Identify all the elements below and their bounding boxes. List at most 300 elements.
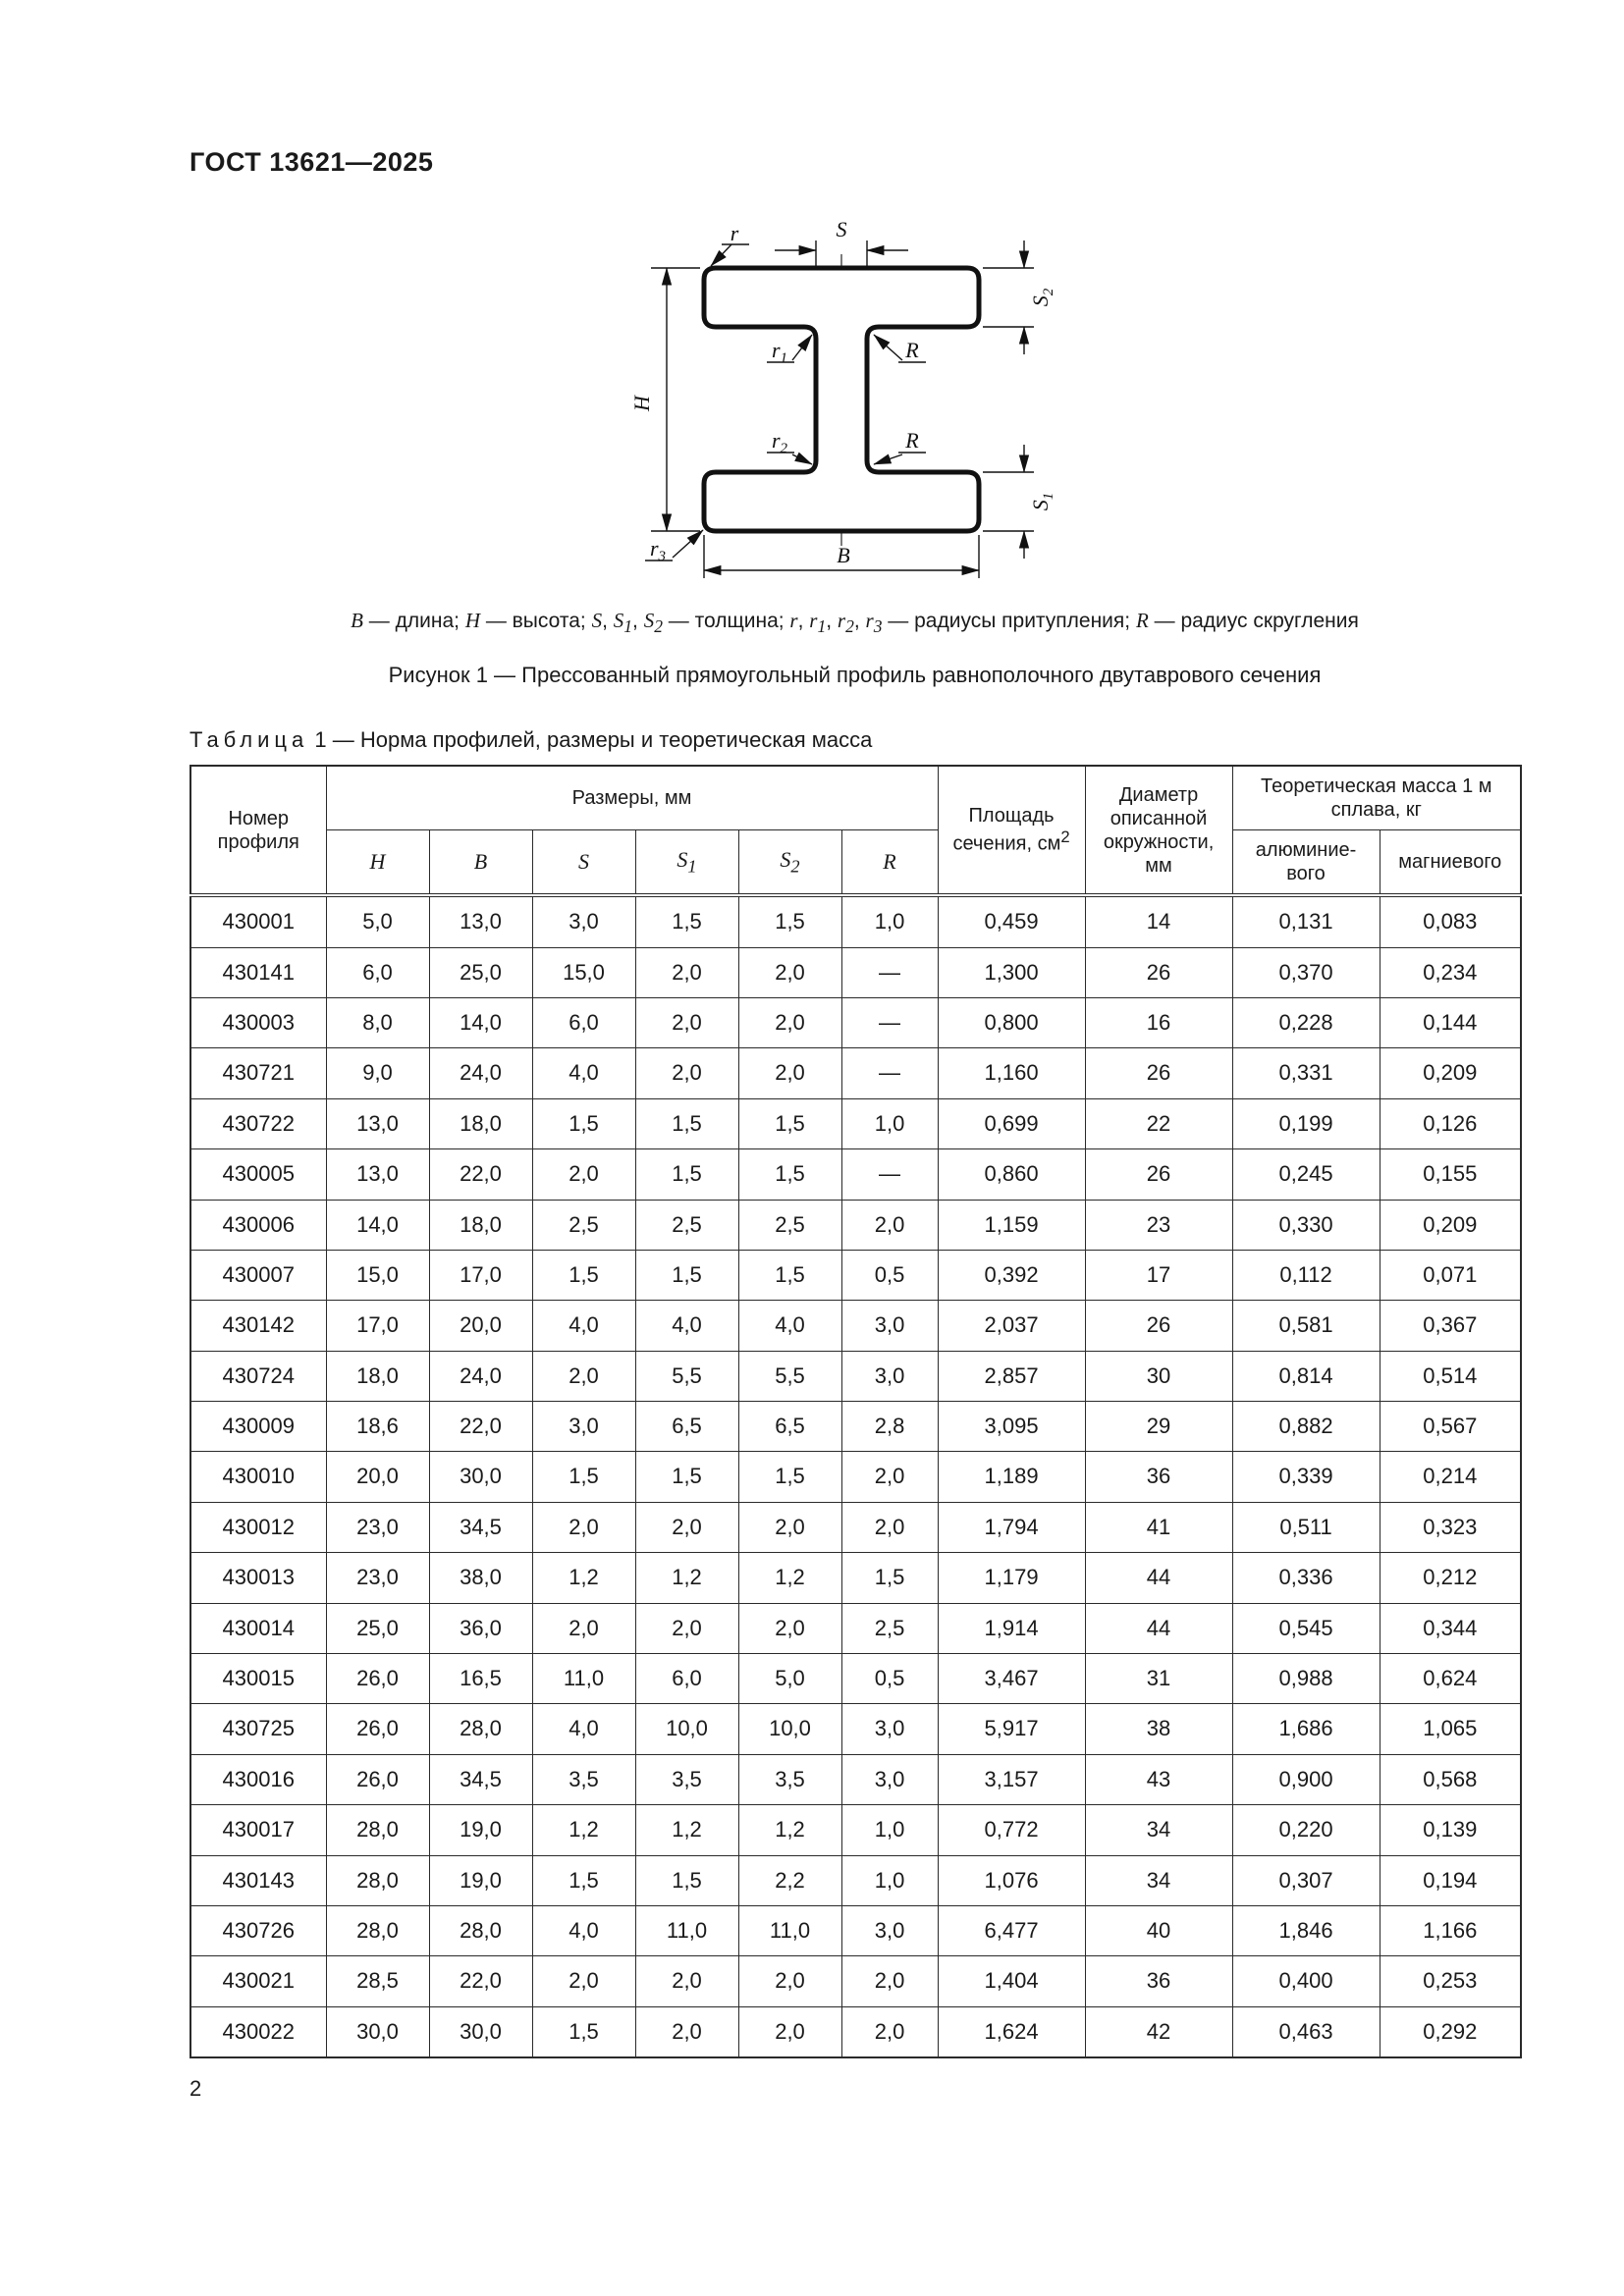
- leader-r: [711, 221, 749, 266]
- table-cell: 43: [1085, 1754, 1232, 1804]
- table-cell: 1,5: [532, 1250, 635, 1300]
- table-cell: 0,800: [938, 997, 1085, 1047]
- table-row: [190, 1098, 1521, 1148]
- table-cell: 3,0: [532, 1402, 635, 1452]
- table-cell: 3,0: [841, 1351, 938, 1401]
- label-r1: $r_1$: [771, 338, 787, 366]
- table-cell: 2,0: [532, 1956, 635, 2006]
- label-S2: $S_2$: [1027, 288, 1056, 307]
- table-cell: 0,112: [1232, 1250, 1380, 1300]
- table-cell: 2,0: [532, 1351, 635, 1401]
- leader-r3: [645, 530, 703, 564]
- table-cell: 16: [1085, 997, 1232, 1047]
- table-cell: 11,0: [635, 1906, 738, 1956]
- table-cell: 430143: [190, 1855, 326, 1905]
- table-cell: 2,0: [635, 1502, 738, 1552]
- table-row: [190, 2006, 1521, 2057]
- table-row: [190, 1502, 1521, 1552]
- table-cell: 16,5: [429, 1654, 532, 1704]
- table-row: [190, 1452, 1521, 1502]
- table-cell: 2,5: [841, 1603, 938, 1653]
- table-cell: 23,0: [326, 1553, 429, 1603]
- table-cell: 18,0: [326, 1351, 429, 1401]
- table-cell: 0,083: [1380, 895, 1521, 947]
- table-cell: 36,0: [429, 1603, 532, 1653]
- col-header-mass-aluminum: алюминие- вого: [1232, 830, 1380, 896]
- table-cell: 0,511: [1232, 1502, 1380, 1552]
- leader-R-top: [874, 335, 926, 362]
- col-header-area: Площадь сечения, $см^2$: [938, 766, 1085, 895]
- table-cell: 1,5: [635, 1149, 738, 1200]
- table-cell: 430722: [190, 1098, 326, 1148]
- table-cell: 0,245: [1232, 1149, 1380, 1200]
- table-cell: 22,0: [429, 1149, 532, 1200]
- table-cell: 23: [1085, 1200, 1232, 1250]
- table-cell: —: [841, 997, 938, 1047]
- table-cell: 1,846: [1232, 1906, 1380, 1956]
- table-cell: 430003: [190, 997, 326, 1047]
- table-cell: 11,0: [738, 1906, 841, 1956]
- table-cell: 0,144: [1380, 997, 1521, 1047]
- table-cell: 1,5: [635, 895, 738, 947]
- table-cell: 10,0: [738, 1704, 841, 1754]
- table-cell: 3,5: [738, 1754, 841, 1804]
- table-row: [190, 1805, 1521, 1855]
- col-header-profile-number: Номер профиля: [190, 766, 326, 895]
- table-cell: 17: [1085, 1250, 1232, 1300]
- table-cell: 0,253: [1380, 1956, 1521, 2006]
- table-cell: 6,0: [532, 997, 635, 1047]
- dimension-S1: [983, 445, 1056, 559]
- table-cell: 3,467: [938, 1654, 1085, 1704]
- table-cell: 20,0: [429, 1301, 532, 1351]
- doc-number: ГОСТ 13621—2025: [189, 147, 434, 177]
- table-cell: 0,545: [1232, 1603, 1380, 1653]
- table-cell: 19,0: [429, 1805, 532, 1855]
- table-row: [190, 947, 1521, 997]
- table-cell: 1,0: [841, 895, 938, 947]
- table-cell: 2,0: [532, 1149, 635, 1200]
- table-cell: 18,0: [429, 1098, 532, 1148]
- table-cell: 0,5: [841, 1654, 938, 1704]
- table-cell: 2,0: [738, 997, 841, 1047]
- table-cell: 2,0: [738, 2006, 841, 2057]
- table-cell: 36: [1085, 1956, 1232, 2006]
- table-cell: 2,0: [738, 1603, 841, 1653]
- table-cell: 430013: [190, 1553, 326, 1603]
- table-cell: 0,071: [1380, 1250, 1521, 1300]
- table-cell: 34: [1085, 1805, 1232, 1855]
- table-cell: 2,5: [635, 1200, 738, 1250]
- table-cell: 0,860: [938, 1149, 1085, 1200]
- page-number: 2: [189, 2076, 202, 2102]
- table-cell: 30: [1085, 1351, 1232, 1401]
- table-row: [190, 1351, 1521, 1401]
- table-cell: 1,0: [841, 1855, 938, 1905]
- table-cell: 26: [1085, 1149, 1232, 1200]
- table-cell: 29: [1085, 1402, 1232, 1452]
- table-cell: —: [841, 947, 938, 997]
- table-cell: 2,0: [635, 947, 738, 997]
- figure-1: [189, 217, 1520, 688]
- table-cell: 1,076: [938, 1855, 1085, 1905]
- table-cell: 14,0: [429, 997, 532, 1047]
- table-cell: 1,5: [635, 1452, 738, 1502]
- table-cell: 8,0: [326, 997, 429, 1047]
- table-cell: 1,5: [635, 1098, 738, 1148]
- table-cell: 6,0: [635, 1654, 738, 1704]
- leader-r1: [767, 335, 812, 366]
- table-cell: 26,0: [326, 1654, 429, 1704]
- col-header-mass-magnesium: магниевого: [1380, 830, 1521, 896]
- table-cell: 1,2: [532, 1553, 635, 1603]
- table-cell: 2,0: [841, 1200, 938, 1250]
- table-cell: 25,0: [429, 947, 532, 997]
- table-cell: 430009: [190, 1402, 326, 1452]
- table-cell: 2,037: [938, 1301, 1085, 1351]
- table-cell: 3,0: [841, 1704, 938, 1754]
- table-row: [190, 1754, 1521, 1804]
- table-cell: 0,900: [1232, 1754, 1380, 1804]
- table-cell: 13,0: [326, 1098, 429, 1148]
- table-cell: 430016: [190, 1754, 326, 1804]
- table-cell: 0,370: [1232, 947, 1380, 997]
- table-row: [190, 1250, 1521, 1300]
- table-cell: 38,0: [429, 1553, 532, 1603]
- table-cell: 30,0: [326, 2006, 429, 2057]
- table-cell: 0,624: [1380, 1654, 1521, 1704]
- leader-R-bottom: [874, 428, 926, 464]
- table-cell: 0,139: [1380, 1805, 1521, 1855]
- table-cell: 13,0: [326, 1149, 429, 1200]
- table-cell: 42: [1085, 2006, 1232, 2057]
- table-cell: 0,214: [1380, 1452, 1521, 1502]
- table-cell: 6,477: [938, 1906, 1085, 1956]
- table-cell: 13,0: [429, 895, 532, 947]
- table-cell: 5,0: [738, 1654, 841, 1704]
- table-cell: 0,567: [1380, 1402, 1521, 1452]
- table-cell: 0,212: [1380, 1553, 1521, 1603]
- table-cell: 1,179: [938, 1553, 1085, 1603]
- table-cell: 430001: [190, 895, 326, 947]
- label-R-bottom: R: [904, 428, 919, 453]
- table-cell: 1,5: [635, 1855, 738, 1905]
- col-header-H: H: [326, 830, 429, 896]
- table-cell: 26: [1085, 1301, 1232, 1351]
- col-header-mass-group: Теоретическая масса 1 м сплава, кг: [1232, 766, 1521, 830]
- table-cell: 1,5: [532, 1855, 635, 1905]
- table-cell: 430010: [190, 1452, 326, 1502]
- table-cell: 1,5: [738, 1452, 841, 1502]
- table-cell: —: [841, 1048, 938, 1098]
- table-cell: 3,157: [938, 1754, 1085, 1804]
- table-cell: 2,0: [635, 1956, 738, 2006]
- table-cell: 5,0: [326, 895, 429, 947]
- table-cell: 2,2: [738, 1855, 841, 1905]
- table-cell: 3,5: [532, 1754, 635, 1804]
- table-cell: 430725: [190, 1704, 326, 1754]
- table-cell: 430726: [190, 1906, 326, 1956]
- table-cell: 1,2: [635, 1805, 738, 1855]
- table-cell: 11,0: [532, 1654, 635, 1704]
- table-cell: 25,0: [326, 1603, 429, 1653]
- table-cell: 0,581: [1232, 1301, 1380, 1351]
- table-cell: 3,0: [841, 1754, 938, 1804]
- table-cell: 2,0: [635, 2006, 738, 2057]
- table-row: [190, 1553, 1521, 1603]
- table-cell: 1,0: [841, 1805, 938, 1855]
- table-cell: 28,0: [429, 1906, 532, 1956]
- table-cell: 41: [1085, 1502, 1232, 1552]
- table-cell: 4,0: [532, 1301, 635, 1351]
- table-cell: 2,0: [532, 1502, 635, 1552]
- table-cell: 1,0: [841, 1098, 938, 1148]
- table-row: [190, 1654, 1521, 1704]
- table-cell: 4,0: [532, 1048, 635, 1098]
- table-cell: 3,5: [635, 1754, 738, 1804]
- table-cell: 28,0: [326, 1805, 429, 1855]
- table-cell: 2,0: [532, 1603, 635, 1653]
- table-cell: 28,0: [326, 1906, 429, 1956]
- table-cell: 430005: [190, 1149, 326, 1200]
- table-cell: 430017: [190, 1805, 326, 1855]
- table-cell: 0,220: [1232, 1805, 1380, 1855]
- leader-r2: [767, 428, 812, 464]
- table-cell: 0,194: [1380, 1855, 1521, 1905]
- table-cell: 2,0: [841, 1502, 938, 1552]
- table-cell: 0,330: [1232, 1200, 1380, 1250]
- table-cell: 430007: [190, 1250, 326, 1300]
- table-cell: 2,8: [841, 1402, 938, 1452]
- col-header-S2: $S_2$: [738, 830, 841, 896]
- table-cell: 2,0: [841, 1956, 938, 2006]
- table-cell: 1,065: [1380, 1704, 1521, 1754]
- table-row: [190, 1301, 1521, 1351]
- col-header-diameter: Диаметр описанной окружности, мм: [1085, 766, 1232, 895]
- table-cell: 14: [1085, 895, 1232, 947]
- table-cell: 0,155: [1380, 1149, 1521, 1200]
- col-header-R: R: [841, 830, 938, 896]
- table-title: Таблица 1 — Норма профилей, размеры и теоретическая масса: [189, 727, 873, 753]
- table-cell: 26: [1085, 1048, 1232, 1098]
- col-header-B: B: [429, 830, 532, 896]
- table-cell: 28,0: [326, 1855, 429, 1905]
- table-cell: 30,0: [429, 2006, 532, 2057]
- table-cell: 0,344: [1380, 1603, 1521, 1653]
- figure-legend: В — длина; Н — высота; S, $S_1$, $S_2$ — толщина; r, $r_1$, $r_2$, $r_3$ — радиусы притупления; R — радиус скругления: [351, 609, 1359, 637]
- table-cell: 0,463: [1232, 2006, 1380, 2057]
- table-cell: 430141: [190, 947, 326, 997]
- table-cell: 3,095: [938, 1402, 1085, 1452]
- table-cell: 2,5: [738, 1200, 841, 1250]
- table-cell: 1,300: [938, 947, 1085, 997]
- table-cell: 20,0: [326, 1452, 429, 1502]
- table-cell: 0,514: [1380, 1351, 1521, 1401]
- table-cell: 38: [1085, 1704, 1232, 1754]
- label-r3: $r_3$: [649, 536, 666, 564]
- table-cell: 24,0: [429, 1048, 532, 1098]
- table-row: [190, 895, 1521, 947]
- table-cell: 18,6: [326, 1402, 429, 1452]
- table-cell: 24,0: [429, 1351, 532, 1401]
- table-cell: 0,292: [1380, 2006, 1521, 2057]
- table-cell: 1,5: [738, 1098, 841, 1148]
- table-cell: 22,0: [429, 1402, 532, 1452]
- col-header-dimensions-group: Размеры, мм: [326, 766, 938, 830]
- table-cell: 1,159: [938, 1200, 1085, 1250]
- label-B: B: [836, 543, 850, 567]
- table-cell: 0,988: [1232, 1654, 1380, 1704]
- table-row: [190, 1200, 1521, 1250]
- table-cell: 1,2: [635, 1553, 738, 1603]
- table-cell: 36: [1085, 1452, 1232, 1502]
- table-cell: 44: [1085, 1553, 1232, 1603]
- table-cell: 1,166: [1380, 1906, 1521, 1956]
- table-row: [190, 1855, 1521, 1905]
- table-cell: 14,0: [326, 1200, 429, 1250]
- label-H: H: [628, 396, 654, 411]
- table-row: [190, 1149, 1521, 1200]
- col-header-S1: $S_1$: [635, 830, 738, 896]
- table-cell: 1,189: [938, 1452, 1085, 1502]
- dimension-H: [629, 268, 700, 531]
- table-cell: 1,5: [635, 1250, 738, 1300]
- table-cell: 2,0: [738, 1048, 841, 1098]
- table-cell: 0,400: [1232, 1956, 1380, 2006]
- table-cell: 34,5: [429, 1502, 532, 1552]
- table-cell: 19,0: [429, 1855, 532, 1905]
- table-cell: 5,5: [738, 1351, 841, 1401]
- table-cell: 0,331: [1232, 1048, 1380, 1098]
- table-cell: 430022: [190, 2006, 326, 2057]
- table-cell: 2,857: [938, 1351, 1085, 1401]
- table-cell: 1,160: [938, 1048, 1085, 1098]
- table-cell: 15,0: [532, 947, 635, 997]
- table-cell: 2,0: [738, 1502, 841, 1552]
- table-cell: 0,307: [1232, 1855, 1380, 1905]
- profiles-table: [189, 765, 1522, 2058]
- table-row: [190, 997, 1521, 1047]
- table-cell: 22: [1085, 1098, 1232, 1148]
- table-cell: 0,339: [1232, 1452, 1380, 1502]
- table-cell: 430014: [190, 1603, 326, 1653]
- table-cell: 0,209: [1380, 1048, 1521, 1098]
- label-S: S: [836, 217, 846, 241]
- dimension-S2: [983, 240, 1056, 354]
- table-row: [190, 1048, 1521, 1098]
- table-cell: 1,404: [938, 1956, 1085, 2006]
- table-cell: 1,2: [532, 1805, 635, 1855]
- table-cell: 1,5: [738, 1149, 841, 1200]
- table-cell: 1,5: [738, 1250, 841, 1300]
- table-cell: 2,0: [738, 947, 841, 997]
- table-cell: 430021: [190, 1956, 326, 2006]
- table-cell: 2,0: [635, 997, 738, 1047]
- table-cell: 1,5: [532, 1098, 635, 1148]
- table-cell: 5,917: [938, 1704, 1085, 1754]
- table-cell: 30,0: [429, 1452, 532, 1502]
- table-cell: 2,0: [635, 1603, 738, 1653]
- table-cell: 1,5: [841, 1553, 938, 1603]
- table-cell: 6,5: [738, 1402, 841, 1452]
- profiles-table-header: [190, 766, 1521, 895]
- table-cell: 430724: [190, 1351, 326, 1401]
- table-cell: 0,323: [1380, 1502, 1521, 1552]
- table-cell: 1,794: [938, 1502, 1085, 1552]
- table-cell: 4,0: [738, 1301, 841, 1351]
- table-cell: 430015: [190, 1654, 326, 1704]
- table-cell: 2,0: [738, 1956, 841, 2006]
- table-cell: 22,0: [429, 1956, 532, 2006]
- table-cell: 15,0: [326, 1250, 429, 1300]
- table-cell: 26: [1085, 947, 1232, 997]
- table-cell: 1,624: [938, 2006, 1085, 2057]
- table-cell: 5,5: [635, 1351, 738, 1401]
- table-cell: 2,5: [532, 1200, 635, 1250]
- table-cell: 6,0: [326, 947, 429, 997]
- table-cell: 430006: [190, 1200, 326, 1250]
- col-header-S: S: [532, 830, 635, 896]
- table-cell: 2,0: [635, 1048, 738, 1098]
- table-cell: 0,699: [938, 1098, 1085, 1148]
- table-cell: 4,0: [635, 1301, 738, 1351]
- table-cell: 0,126: [1380, 1098, 1521, 1148]
- table-cell: 0,814: [1232, 1351, 1380, 1401]
- table-cell: 1,5: [532, 1452, 635, 1502]
- table-cell: 2,0: [841, 1452, 938, 1502]
- table-cell: 1,914: [938, 1603, 1085, 1653]
- profile-drawing: [586, 217, 1124, 588]
- table-cell: 0,131: [1232, 895, 1380, 947]
- table-cell: 0,234: [1380, 947, 1521, 997]
- table-cell: 0,772: [938, 1805, 1085, 1855]
- label-R-top: R: [904, 338, 919, 362]
- table-cell: 6,5: [635, 1402, 738, 1452]
- table-row: [190, 1704, 1521, 1754]
- table-cell: 26,0: [326, 1754, 429, 1804]
- table-cell: 430012: [190, 1502, 326, 1552]
- table-cell: 26,0: [326, 1704, 429, 1754]
- table-cell: 18,0: [429, 1200, 532, 1250]
- table-cell: 0,228: [1232, 997, 1380, 1047]
- table-cell: 28,5: [326, 1956, 429, 2006]
- table-cell: 1,5: [738, 895, 841, 947]
- table-cell: 10,0: [635, 1704, 738, 1754]
- figure-caption: Рисунок 1 — Прессованный прямоугольный профиль равнополочного двутаврового сечения: [388, 663, 1322, 688]
- label-r2: $r_2$: [771, 428, 787, 456]
- table-row: [190, 1402, 1521, 1452]
- table-cell: 0,568: [1380, 1754, 1521, 1804]
- table-cell: 31: [1085, 1654, 1232, 1704]
- table-cell: 4,0: [532, 1704, 635, 1754]
- table-cell: 1,2: [738, 1553, 841, 1603]
- table-row: [190, 1956, 1521, 2006]
- table-cell: 1,686: [1232, 1704, 1380, 1754]
- table-cell: 0,882: [1232, 1402, 1380, 1452]
- table-cell: 34: [1085, 1855, 1232, 1905]
- table-cell: 3,0: [841, 1906, 938, 1956]
- table-cell: 2,0: [841, 2006, 938, 2057]
- table-cell: 4,0: [532, 1906, 635, 1956]
- table-cell: 3,0: [532, 895, 635, 947]
- table-cell: 0,392: [938, 1250, 1085, 1300]
- table-cell: 0,336: [1232, 1553, 1380, 1603]
- table-row: [190, 1906, 1521, 1956]
- table-cell: 17,0: [429, 1250, 532, 1300]
- label-S1: $S_1$: [1027, 492, 1056, 511]
- table-cell: 17,0: [326, 1301, 429, 1351]
- table-cell: 40: [1085, 1906, 1232, 1956]
